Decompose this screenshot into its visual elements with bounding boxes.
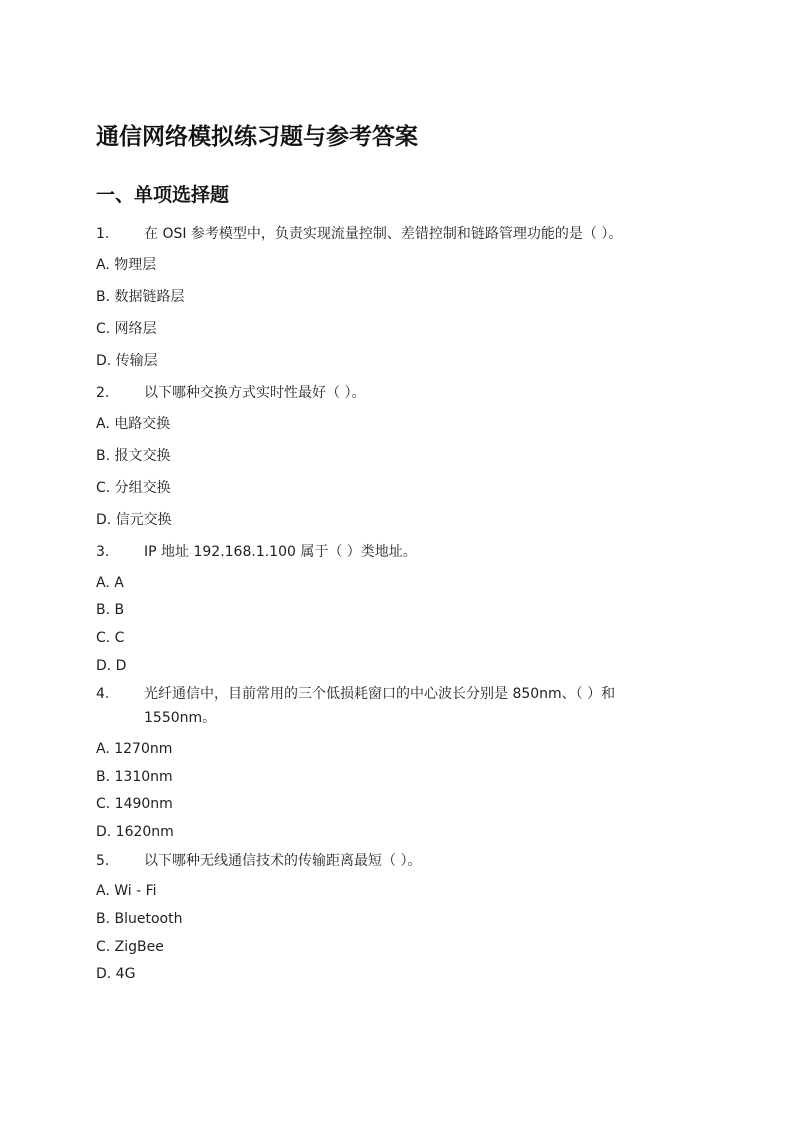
question-1: [96, 222, 696, 246]
option-label: C. 分组交换: [96, 480, 171, 496]
option-label: A. 1270nm: [96, 741, 173, 757]
question-number: 3.: [96, 544, 110, 560]
option-label: D. 1620nm: [96, 824, 174, 840]
option-label: C. ZigBee: [96, 939, 164, 955]
question-3: [96, 540, 696, 564]
option-item: [96, 413, 170, 435]
question-number: 2.: [96, 385, 110, 401]
option-label: D. 传输层: [96, 353, 158, 369]
option-item: [96, 572, 124, 594]
option-item: [96, 936, 164, 958]
option-label: B. 数据链路层: [96, 289, 185, 305]
question-number: 1.: [96, 226, 110, 242]
option-item: [96, 350, 158, 372]
question-text: 光纤通信中，目前常用的三个低损耗窗口的中心波长分别是 850nm、（ ）和 1550nm。: [144, 686, 616, 726]
option-label: D. D: [96, 658, 127, 674]
question-4: [96, 682, 696, 730]
option-label: C. C: [96, 630, 125, 646]
option-item: [96, 821, 174, 843]
question-text: 以下哪种交换方式实时性最好（ ）。: [144, 385, 366, 401]
option-item: [96, 254, 156, 276]
option-label: B. B: [96, 602, 125, 618]
option-label: C. 1490nm: [96, 796, 173, 812]
question-2: [96, 381, 696, 405]
option-label: A. Wi - Fi: [96, 883, 157, 899]
option-item: [96, 477, 171, 499]
question-5: [96, 849, 696, 873]
option-item: [96, 793, 173, 815]
option-label: D. 4G: [96, 966, 136, 982]
option-item: [96, 286, 185, 308]
option-label: B. 1310nm: [96, 769, 173, 785]
question-text: 在 OSI 参考模型中，负责实现流量控制、差错控制和链路管理功能的是（ ）。: [144, 226, 623, 242]
question-number: 4.: [96, 686, 110, 702]
question-text: 以下哪种无线通信技术的传输距离最短（ ）。: [144, 853, 422, 869]
option-item: [96, 738, 172, 760]
option-item: [96, 445, 171, 467]
section-heading: 一、单项选择题: [96, 184, 230, 206]
option-item: [96, 627, 124, 649]
option-item: [96, 599, 124, 621]
option-label: B. Bluetooth: [96, 911, 183, 927]
option-label: B. 报文交换: [96, 448, 171, 464]
option-item: [96, 766, 173, 788]
option-label: A. 物理层: [96, 257, 157, 273]
option-item: [96, 963, 135, 985]
option-item: [96, 655, 126, 677]
question-text: IP 地址 192.168.1.100 属于（ ）类地址。: [144, 544, 417, 560]
option-item: [96, 318, 157, 340]
option-item: [96, 880, 157, 902]
document-title: 通信网络模拟练习题与参考答案: [96, 124, 418, 150]
option-label: C. 网络层: [96, 321, 157, 337]
option-label: D. 信元交换: [96, 512, 172, 528]
option-label: A. 电路交换: [96, 416, 171, 432]
question-number: 5.: [96, 853, 110, 869]
option-item: [96, 908, 182, 930]
option-label: A. A: [96, 575, 124, 591]
option-item: [96, 509, 172, 531]
